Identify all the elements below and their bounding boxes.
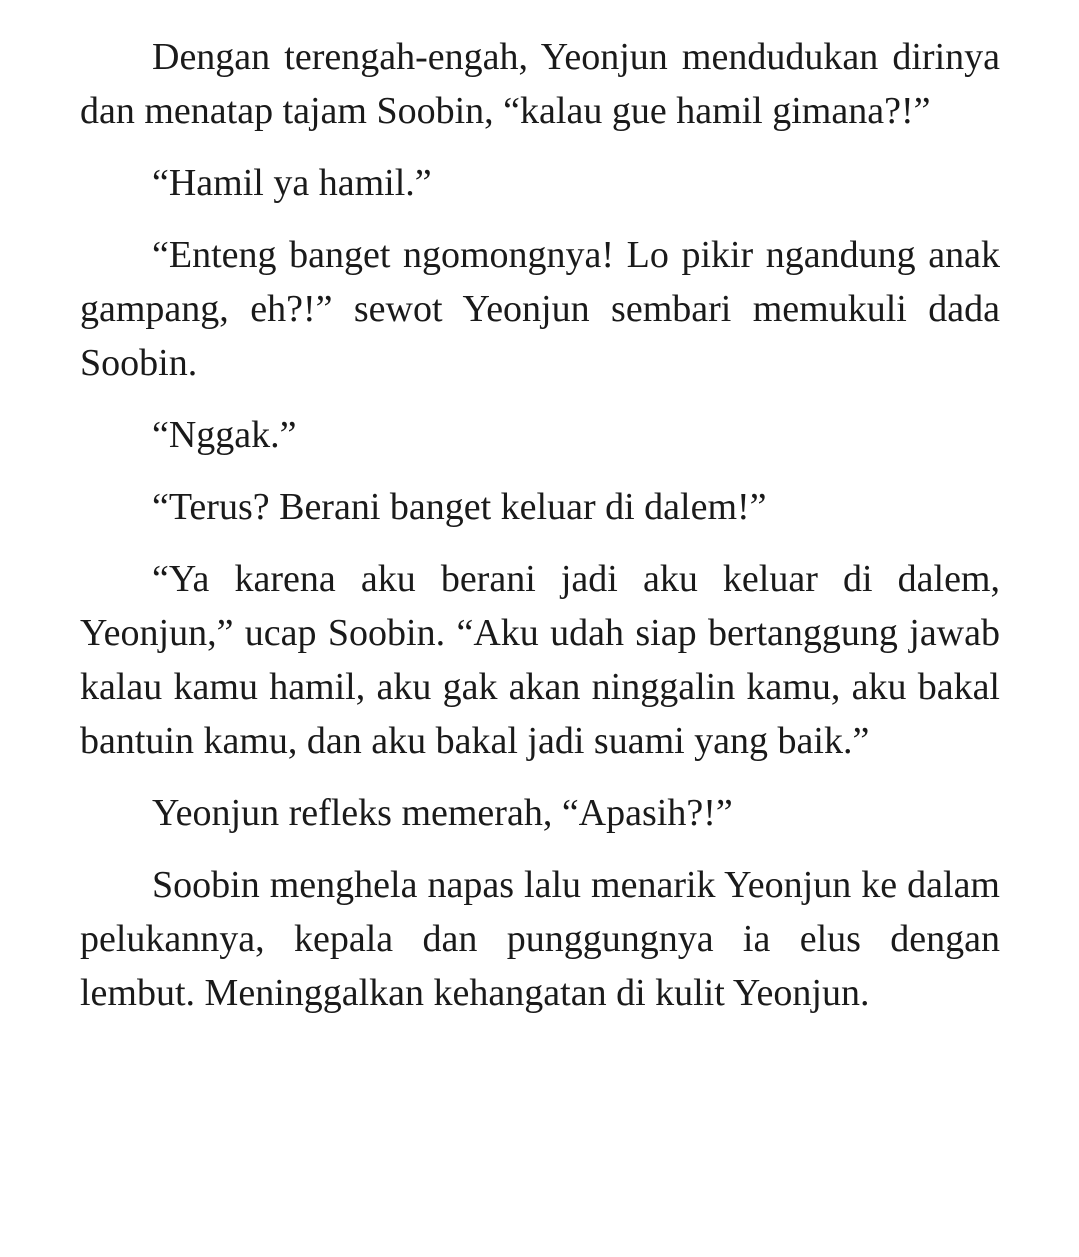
- paragraph-7: Yeonjun refleks memerah, “Apasih?!”: [152, 792, 733, 834]
- paragraph-6: “Ya karena aku berani jadi aku keluar di dalem, Yeonjun,” ucap Soobin. “Aku udah siap bertanggung jawab kalau kamu hamil, aku gak akan ninggalin kamu, aku bakal bantuin kamu, dan aku bakal jadi suami yang baik.”: [80, 558, 1000, 762]
- paragraph-2: “Hamil ya hamil.”: [152, 162, 432, 204]
- paragraph-5: “Terus? Berani banget keluar di dalem!”: [152, 486, 767, 528]
- story-page: [80, 30, 1000, 1038]
- paragraph-3: “Enteng banget ngomongnya! Lo pikir ngandung anak gampang, eh?!” sewot Yeonjun sembari memukuli dada Soobin.: [80, 234, 1000, 384]
- paragraph-1: Dengan terengah-engah, Yeonjun mendudukan dirinya dan menatap tajam Soobin, “kalau gue hamil gimana?!”: [80, 36, 1000, 132]
- paragraph-8: Soobin menghela napas lalu menarik Yeonjun ke dalam pelukannya, kepala dan punggungnya ia elus dengan lembut. Meninggalkan kehangatan di kulit Yeonjun.: [80, 864, 1000, 1014]
- paragraph-4: “Nggak.”: [152, 414, 297, 456]
